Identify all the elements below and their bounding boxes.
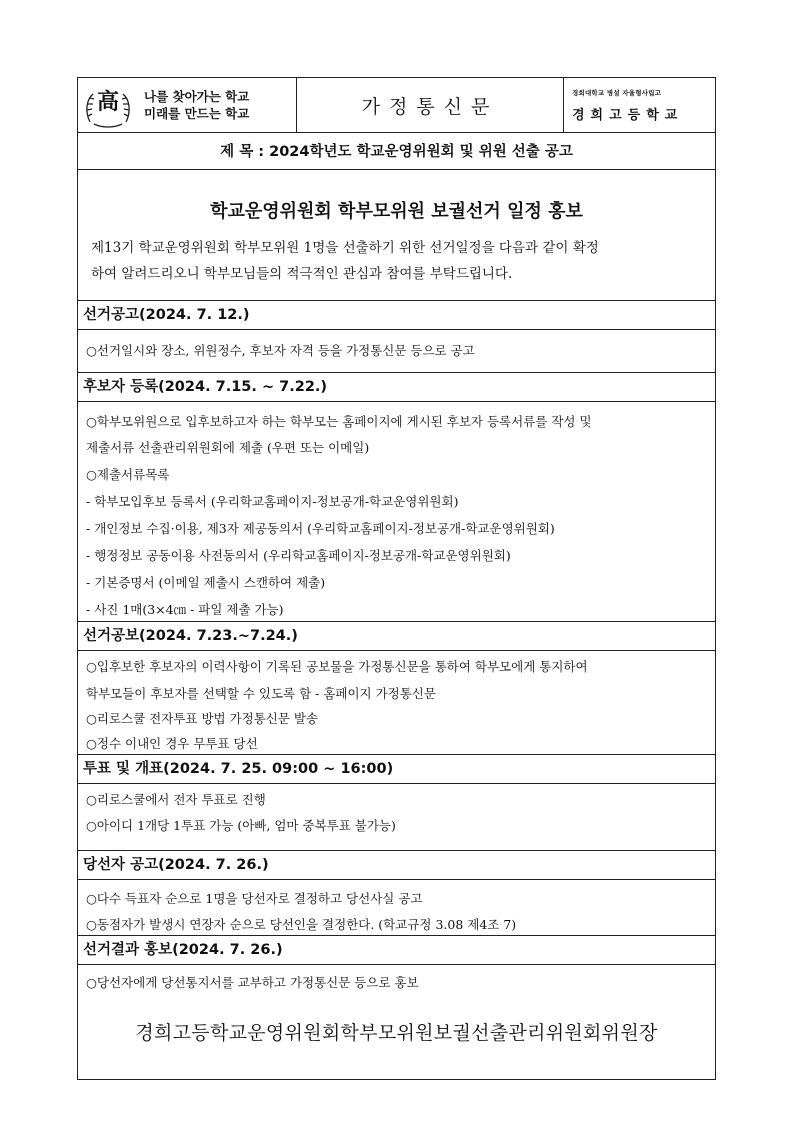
section-item: ○리로스쿨에서 전자 투표로 진행: [86, 792, 266, 807]
section-item: - 기본증명서 (이메일 제출시 스캔하여 제출): [86, 575, 326, 590]
section-item: - 개인정보 수집·이용, 제3자 제공동의서 (우리학교홈페이지-정보공개-학교운영위원회): [86, 521, 555, 536]
section-item: ○학부모위원으로 입후보하고자 하는 학부모는 홈페이지에 게시된 후보자 등록서류를 작성 및: [86, 414, 592, 429]
section-item: ○동점자가 발생시 연장자 순으로 당선인을 결정한다. (학교규정 3.08 제4조 7): [86, 917, 517, 932]
header: [78, 78, 715, 133]
section-item: - 학부모입후보 등록서 (우리학교홈페이지-정보공개-학교운영위원회): [86, 494, 459, 509]
section-item: - 행정정보 공동이용 사전동의서 (우리학교홈페이지-정보공개-학교운영위원회): [86, 548, 511, 563]
school-affiliation: 경희대학교 병설 자율형사립고: [572, 89, 662, 97]
subject-line: 제 목 : 2024학년도 학교운영위원회 및 위원 선출 공고: [78, 132, 715, 170]
section-item: 제출서류 선출관리위원회에 제출 (우편 또는 이메일): [86, 440, 370, 455]
section-heading-voting: 투표 및 개표(2024. 7. 25. 09:00 ~ 16:00): [78, 754, 715, 784]
slogan: [144, 88, 292, 122]
section-item: ○다수 득표자 순으로 1명을 당선자로 결정하고 당선사실 공고: [86, 891, 423, 906]
emblem-glyph: 高: [96, 89, 120, 115]
section-heading-result: 선거결과 홍보(2024. 7. 26.): [78, 935, 715, 965]
section-item: ○선거일시와 장소, 위원정수, 후보자 자격 등을 가정통신문 등으로 공고: [86, 343, 475, 358]
slogan-line-2: 미래를 만드는 학교: [144, 106, 250, 121]
notice-frame: [77, 77, 716, 1080]
section-item: ○당선자에게 당선통지서를 교부하고 가정통신문 등으로 홍보: [86, 975, 419, 990]
slogan-line-1: 나를 찾아가는 학교: [144, 89, 250, 104]
intro-line-1: 제13기 학교운영위원회 학부모위원 1명을 선출하기 위한 선거일정을 다음과 같이 확정: [91, 240, 599, 256]
main-title: 학교운영위원회 학부모위원 보궐선거 일정 홍보: [210, 201, 583, 222]
intro-line-2: 하여 알려드리오니 학부모님들의 적극적인 관심과 참여를 부탁드립니다.: [91, 266, 513, 282]
section-heading-registration: 후보자 등록(2024. 7.15. ~ 7.22.): [78, 372, 715, 402]
section-heading-announcement: 선거공고(2024. 7. 12.): [78, 300, 715, 330]
logo-cell: [78, 78, 297, 132]
doc-type-title: 가정통신문: [297, 78, 564, 132]
section-item: - 사진 1매(3×4㎝ - 파일 제출 가능): [86, 602, 284, 617]
section-heading-winner: 당선자 공고(2024. 7. 26.): [78, 850, 715, 880]
school-emblem-icon: [84, 82, 132, 128]
school-cell: [564, 78, 715, 132]
signature: 경희고등학교운영위원회학부모위원보궐선출관리위원회위원장: [135, 1022, 658, 1044]
section-item: ○정수 이내인 경우 무투표 당선: [86, 736, 258, 751]
section-item: ○제출서류목록: [86, 467, 170, 482]
intro-paragraph: [91, 235, 714, 287]
section-item: ○아이디 1개당 1투표 가능 (아빠, 엄마 중복투표 불가능): [86, 818, 396, 833]
section-item: ○리로스쿨 전자투표 방법 가정통신문 발송: [86, 711, 319, 726]
section-heading-publicity: 선거공보(2024. 7.23.~7.24.): [78, 621, 715, 651]
section-item: 학부모들이 후보자를 선택할 수 있도록 함 - 홈페이지 가정통신문: [86, 686, 436, 701]
school-name: 경희고등학교: [572, 108, 684, 123]
section-item: ○입후보한 후보자의 이력사항이 기록된 공보물을 가정통신문을 통하여 학부모에게 통지하여: [86, 659, 588, 674]
